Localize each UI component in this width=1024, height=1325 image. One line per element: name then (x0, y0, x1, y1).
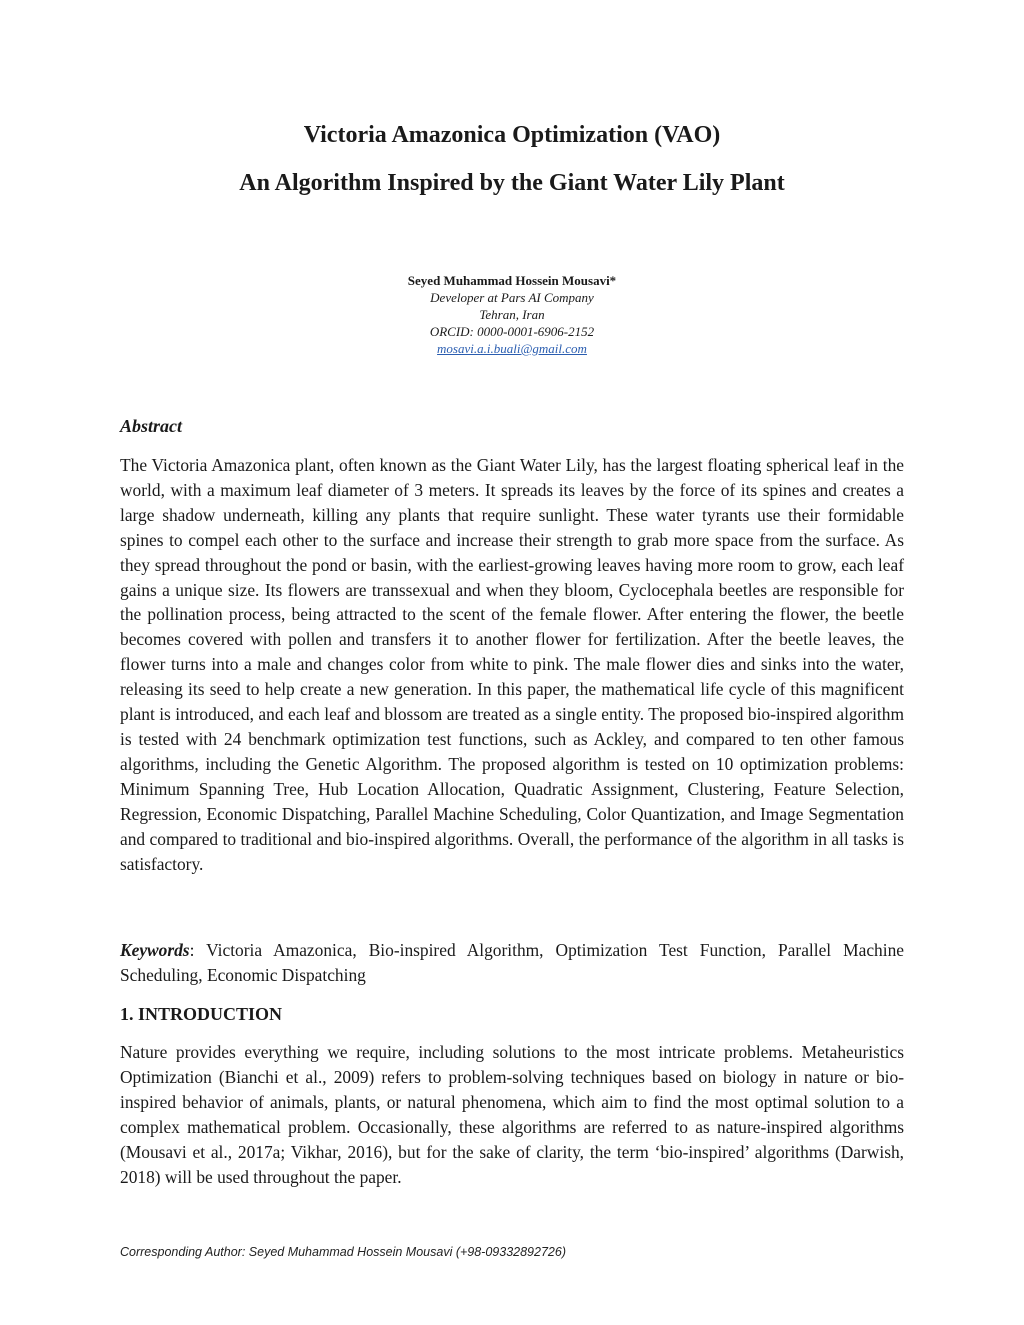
paper-title-line-1: Victoria Amazonica Optimization (VAO) (303, 122, 721, 148)
abstract-heading: Abstract (120, 416, 183, 436)
keywords-text: : Victoria Amazonica, Bio-inspired Algorithm, Optimization Test Function, Parallel Machine Scheduling, Economic Dispatching (120, 940, 904, 985)
author-name: Seyed Muhammad Hossein Mousavi* (407, 273, 617, 288)
author-orcid: ORCID: 0000-0001-6906-2152 (429, 324, 595, 339)
abstract-text: The Victoria Amazonica plant, often known as the Giant Water Lily, has the largest floating spherical leaf in the world, with a maximum leaf diameter of 3 meters. It spreads its leaves by the force of its spines and creates a large shadow underneath, killing any plants that require sunlight. These water tyrants use their formidable spines to compel each other to the surface and increase their strength to grab more space from the surface. As they spread throughout the pond or basin, with the earliest-growing leaves having more room to grow, each leaf gains a unique size. Its flowers are transsexual and when they bloom, Cyclocephala beetles are responsible for the pollination process, being attracted to the scent of the female flower. After entering the flower, the beetle becomes covered with pollen and transfers it to another flower for fertilization. After the beetle leaves, the flower turns into a male and changes color from white to pink. The male flower dies and sinks into the water, releasing its seed to help create a new generation. In this paper, the mathematical life cycle of this magnificent plant is introduced, and each leaf and blossom are treated as a single entity. The proposed bio-inspired algorithm is tested with 24 benchmark optimization test functions, such as Ackley, and compared to ten other famous algorithms, including the Genetic Algorithm. The proposed algorithm is tested on 10 optimization problems: Minimum Spanning Tree, Hub Location Allocation, Quadratic Assignment, Clustering, Feature Selection, Regression, Economic Dispatching, Parallel Machine Scheduling, Color Quantization, and Image Segmentation and compared to traditional and bio-inspired algorithms. Overall, the performance of the algorithm in all tasks is satisfactory. (120, 455, 904, 874)
author-affiliation: Developer at Pars AI Company (430, 290, 594, 305)
introduction-heading: 1. INTRODUCTION (120, 1004, 283, 1024)
author-email-link[interactable]: mosavi.a.i.buali@gmail.com (437, 341, 587, 356)
keywords-paragraph (120, 938, 904, 988)
paper-title-line-2: An Algorithm Inspired by the Giant Water Lily Plant (239, 170, 785, 196)
keywords-label: Keywords (120, 940, 190, 960)
introduction-text: Nature provides everything we require, including solutions to the most intricate problems. Metaheuristics Optimization (Bianchi et al., 2009) refers to problem-solving techniques based on biology in nature or bio-inspired behavior of animals, plants, or natural phenomena, which aim to find the most optimal solution to a complex mathematical problem. Occasionally, these algorithms are referred to as nature-inspired algorithms (Mousavi et al., 2017a; Vikhar, 2016), but for the sake of clarity, the term ‘bio-inspired’ algorithms (Darwish, 2018) will be used throughout the paper. (120, 1042, 904, 1187)
author-block (0, 272, 1024, 357)
corresponding-author-footer: Corresponding Author: Seyed Muhammad Hossein Mousavi (+98-09332892726) (120, 1245, 566, 1259)
author-location: Tehran, Iran (479, 307, 545, 322)
